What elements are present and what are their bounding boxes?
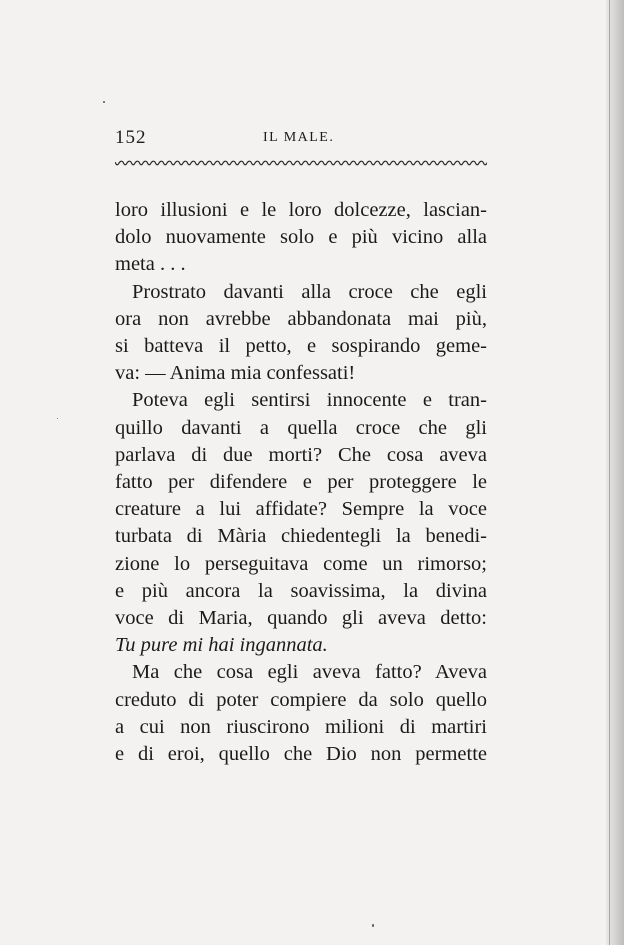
- text-line: creature a lui affidate? Sempre la voce: [115, 498, 487, 521]
- text-line: fatto per difendere e per proteggere le: [115, 471, 487, 494]
- text-line: ora non avrebbe abbandonata mai più,: [115, 307, 487, 330]
- text-line: va: — Anima mia confessati!: [115, 362, 356, 385]
- paper-speck: [57, 418, 58, 419]
- body-text: [115, 197, 487, 768]
- text-line: loro illusioni e le loro dolcezze, lascian-: [115, 199, 487, 221]
- page-header: [115, 127, 487, 155]
- text-line: quillo davanti a quella croce che gli: [115, 416, 487, 439]
- text-line: a cui non riuscirono milioni di martiri: [115, 715, 487, 738]
- running-title: IL MALE.: [263, 130, 335, 145]
- text-line: si batteva il petto, e sospirando geme-: [115, 335, 487, 358]
- text-line: zione lo perseguitava come un rimorso;: [115, 552, 487, 575]
- text-line: meta . . .: [115, 253, 186, 276]
- paper-speck: [103, 101, 105, 103]
- text-line: parlava di due morti? Che cosa aveva: [115, 443, 487, 466]
- text-line: creduto di poter compiere da solo quello: [115, 688, 487, 711]
- page-edge-line: [609, 0, 610, 945]
- page-number: 152: [115, 127, 147, 148]
- paper-speck: [372, 924, 374, 927]
- text-line: e di eroi, quello che Dio non permette: [115, 743, 487, 766]
- text-line-italic: Tu pure mi hai ingannata.: [115, 634, 328, 657]
- ornamental-rule: [115, 160, 487, 168]
- text-line: Ma che cosa egli aveva fatto? Aveva: [132, 661, 487, 684]
- text-line: e più ancora la soavissima, la divina: [115, 579, 487, 602]
- text-line: turbata di Mària chiedentegli la benedi-: [115, 525, 487, 548]
- text-line: voce di Maria, quando gli aveva detto:: [115, 607, 487, 630]
- text-line: Poteva egli sentirsi innocente e tran-: [132, 389, 487, 412]
- text-line: dolo nuovamente solo e più vicino alla: [115, 226, 487, 249]
- text-line: Prostrato davanti alla croce che egli: [132, 280, 487, 303]
